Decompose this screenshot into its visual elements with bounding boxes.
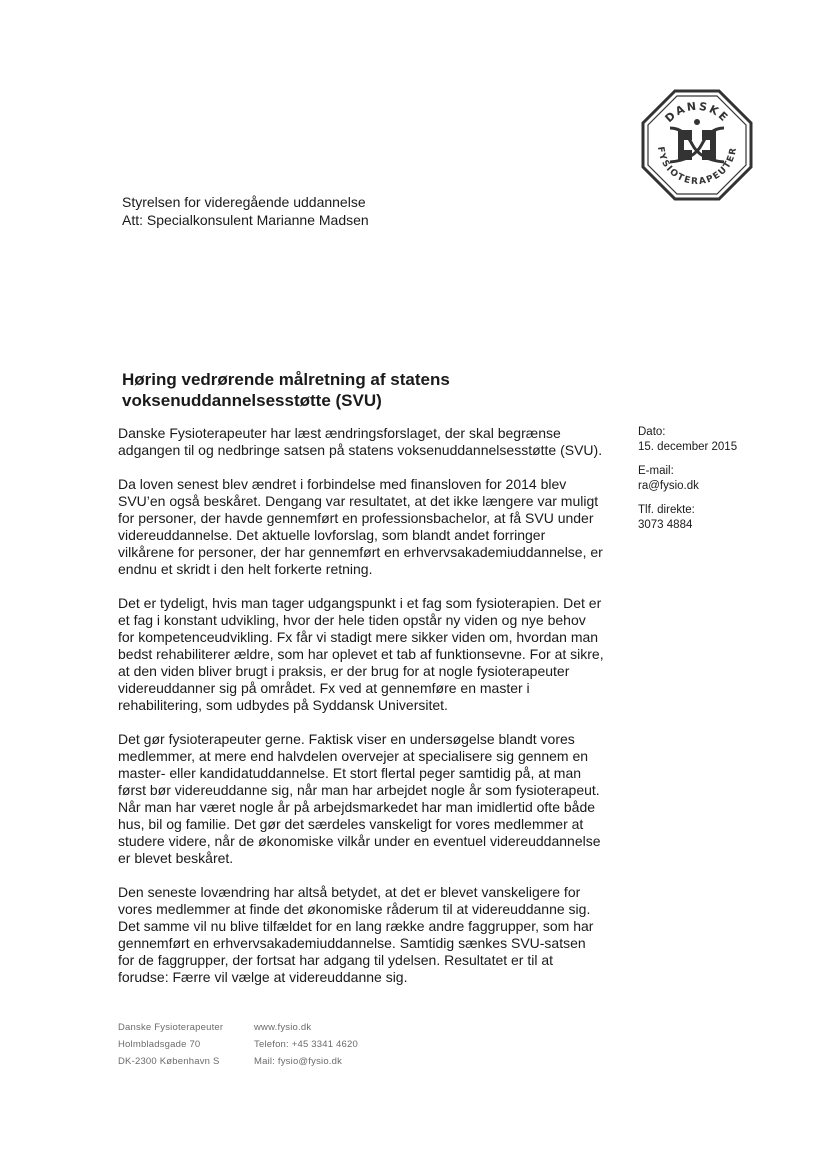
body-paragraph — [118, 425, 630, 459]
paragraph-line: for kompetenceudvikling. Fx får vi stadigt mere sikker viden om, hvordan man — [118, 629, 599, 645]
title-line: voksenuddannelsesstøtte (SVU) — [122, 391, 382, 410]
date-block — [638, 425, 788, 455]
danske-fysioterapeuter-logo — [640, 88, 754, 202]
paragraph-line: hus, bil og familie. Det gør det særdeles vanskeligt for vores medlemmer at — [118, 816, 584, 832]
paragraph-line: vores medlemmer at finde det økonomiske råderum til at videreuddanne sig. — [118, 901, 591, 917]
footer-line: Holmbladsgade 70 — [118, 1039, 201, 1050]
email-label: E-mail: — [638, 465, 674, 477]
footer-line: Danske Fysioterapeuter — [118, 1022, 224, 1033]
phone-label: Tlf. direkte: — [638, 504, 695, 516]
paragraph-line: for de faggrupper, der fortsat har adgang til ydelsen. Resultatet er til at — [118, 952, 554, 968]
body-paragraph — [118, 731, 630, 867]
paragraph-line: først bør videreuddanne sig, når man har arbejdet nogle år som fysioterapeut. — [118, 782, 600, 798]
paragraph-line: Danske Fysioterapeuter har læst ændringsforslaget, der skal begrænse — [118, 425, 561, 441]
paragraph-line: Den seneste lovændring har altså betydet, at det er blevet vanskeligere for — [118, 884, 581, 900]
paragraph-line: at den viden bliver brugt i praksis, er der brug for at nogle fysioterapeuter — [118, 663, 570, 679]
paragraph-line: Da loven senest blev ændret i forbindelse med finansloven for 2014 blev — [118, 476, 567, 492]
paragraph-line: Det gør fysioterapeuter gerne. Faktisk viser en undersøgelse blandt vores — [118, 731, 575, 747]
email-block — [638, 464, 788, 494]
title-line: Høring vedrørende målretning af statens — [122, 370, 450, 389]
footer-contact — [254, 1019, 358, 1070]
paragraph-line: SVU’en også beskåret. Dengang var resultatet, at det ikke længere var muligt — [118, 493, 599, 509]
cross-with-serpent-icon — [670, 119, 724, 166]
recipient-line: Att: Specialkonsulent Marianne Madsen — [122, 212, 369, 228]
date-value: 15. december 2015 — [638, 441, 738, 453]
body-paragraph — [118, 884, 630, 986]
paragraph-line: vilkårene for personer, der har gennemført en erhvervsakademiuddannelse, er — [118, 544, 603, 560]
logo-top-text: DANSKE — [662, 99, 732, 126]
phone-block — [638, 503, 788, 533]
paragraph-line: forudse: Færre vil vælge at videreuddanne sig. — [118, 969, 408, 985]
paragraph-line: et fag i konstant udvikling, hvor der hele tiden opstår ny viden og nye behov — [118, 612, 586, 628]
letter-body — [118, 425, 630, 1003]
paragraph-line: medlemmer, at mere end halvdelen overvejer at specialisere sig gennem en — [118, 748, 589, 764]
paragraph-line: for personer, der havde gennemført en professionsbachelor, at få SVU under — [118, 510, 594, 526]
phone-value: 3073 4884 — [638, 519, 693, 531]
recipient-line: Styrelsen for videregående uddannelse — [122, 194, 366, 210]
paragraph-line: Når man har været nogle år på arbejdsmarkedet har man imidlertid ofte både — [118, 799, 596, 815]
paragraph-line: studere videre, når de økonomiske vilkår under en eventuel videreuddannelse — [118, 833, 601, 849]
paragraph-line: Det samme vil nu blive tilfældet for en lang række andre faggrupper, som har — [118, 918, 594, 934]
paragraph-line: bedst rehabiliterer ældre, som har oplevet et tab af funktionsevne. For at sikre, — [118, 646, 604, 662]
letter-title — [122, 369, 592, 411]
footer-line: DK-2300 København S — [118, 1056, 220, 1067]
paragraph-line: videreuddanner sig på området. Fx ved at gennemføre en master i — [118, 680, 530, 696]
email-value: ra@fysio.dk — [638, 480, 699, 492]
footer-website: www.fysio.dk — [254, 1022, 312, 1033]
footer-phone: Telefon: +45 3341 4620 — [254, 1039, 358, 1050]
body-paragraph — [118, 476, 630, 578]
logo-bottom-text: FYSIOTERAPEUTER — [654, 145, 740, 188]
paragraph-line: rehabilitering, som udbydes på Syddansk Universitet. — [118, 697, 448, 713]
footer-mail: Mail: fysio@fysio.dk — [254, 1056, 343, 1067]
paragraph-line: master- eller kandidatuddannelse. Et stort flertal peger samtidig på, at man — [118, 765, 582, 781]
paragraph-line: videreuddannelse. Det aktuelle lovforslag, som blandt andet forringer — [118, 527, 546, 543]
date-label: Dato: — [638, 426, 666, 438]
paragraph-line: er blevet beskåret. — [118, 850, 234, 866]
paragraph-line: Det er tydeligt, hvis man tager udgangspunkt i et fag som fysioterapien. Det er — [118, 595, 602, 611]
paragraph-line: endnu et skridt i den helt forkerte retning. — [118, 561, 373, 577]
body-paragraph — [118, 595, 630, 714]
paragraph-line: adgangen til og nedbringe satsen på statens voksenuddannelsesstøtte (SVU). — [118, 442, 603, 458]
recipient-address — [122, 193, 369, 229]
paragraph-line: gennemført en erhvervsakademiuddannelse. Samtidig sænkes SVU-satsen — [118, 935, 586, 951]
footer-address — [118, 1019, 223, 1070]
sidebar-meta — [638, 425, 788, 542]
